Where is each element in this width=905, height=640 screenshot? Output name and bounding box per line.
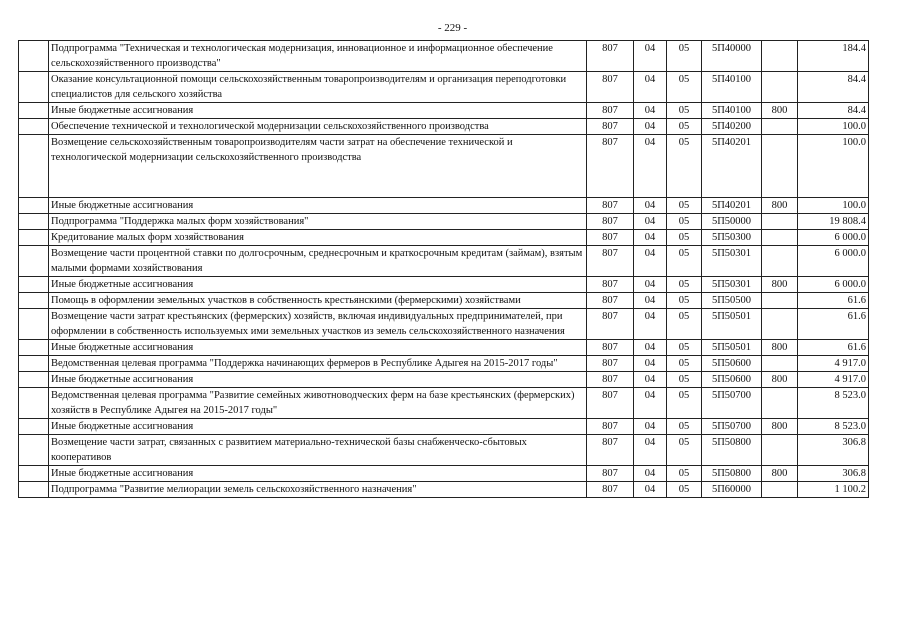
ministry-code-cell: 807 [587,435,634,466]
item-name-cell: Подпрограмма "Поддержка малых форм хозяйствования" [49,214,587,230]
expense-type-cell [762,435,798,466]
ministry-code-cell: 807 [587,135,634,198]
amount-cell: 100.0 [798,198,869,214]
ministry-code-cell: 807 [587,103,634,119]
item-name-cell: Возмещение сельскохозяйственным товаропроизводителям части затрат на обеспечение технической и технологической модернизации сельскохозяйственного производства [49,135,587,198]
subsection-code-cell: 05 [667,277,702,293]
item-name-cell: Иные бюджетные ассигнования [49,277,587,293]
target-article-cell: 5П50600 [702,372,762,388]
ministry-code-cell: 807 [587,72,634,103]
page-number: - 229 - [437,22,468,34]
ministry-code-cell: 807 [587,388,634,419]
subsection-code-cell: 05 [667,230,702,246]
subsection-code-cell: 05 [667,466,702,482]
table-body [19,41,869,498]
table-row [19,246,869,277]
ministry-code-cell: 807 [587,356,634,372]
subsection-code-cell: 05 [667,119,702,135]
item-name-cell: Иные бюджетные ассигнования [49,340,587,356]
table-row [19,198,869,214]
section-code-cell: 04 [634,119,667,135]
blank-cell [19,466,49,482]
table-row [19,372,869,388]
table-row [19,214,869,230]
section-code-cell: 04 [634,103,667,119]
blank-cell [19,309,49,340]
table-row [19,293,869,309]
target-article-cell: 5П60000 [702,482,762,498]
subsection-code-cell: 05 [667,135,702,198]
expense-type-cell: 800 [762,466,798,482]
budget-table [18,40,869,498]
expense-type-cell [762,119,798,135]
target-article-cell: 5П50300 [702,230,762,246]
section-code-cell: 04 [634,41,667,72]
expense-type-cell [762,214,798,230]
ministry-code-cell: 807 [587,466,634,482]
item-name-cell: Иные бюджетные ассигнования [49,103,587,119]
amount-cell: 6 000.0 [798,246,869,277]
expense-type-cell: 800 [762,277,798,293]
target-article-cell: 5П40000 [702,41,762,72]
blank-cell [19,435,49,466]
expense-type-cell: 800 [762,340,798,356]
subsection-code-cell: 05 [667,72,702,103]
blank-cell [19,372,49,388]
section-code-cell: 04 [634,372,667,388]
subsection-code-cell: 05 [667,246,702,277]
blank-cell [19,72,49,103]
blank-cell [19,103,49,119]
amount-cell: 8 523.0 [798,388,869,419]
amount-cell: 306.8 [798,435,869,466]
section-code-cell: 04 [634,214,667,230]
expense-type-cell [762,293,798,309]
section-code-cell: 04 [634,435,667,466]
expense-type-cell: 800 [762,372,798,388]
item-name-cell: Обеспечение технической и технологической модернизации сельскохозяйственного производства [49,119,587,135]
item-name-cell: Иные бюджетные ассигнования [49,466,587,482]
target-article-cell: 5П40100 [702,103,762,119]
target-article-cell: 5П50501 [702,340,762,356]
table-row [19,419,869,435]
target-article-cell: 5П50301 [702,246,762,277]
section-code-cell: 04 [634,340,667,356]
amount-cell: 4 917.0 [798,372,869,388]
amount-cell: 306.8 [798,466,869,482]
item-name-cell: Помощь в оформлении земельных участков в собственность крестьянскими (фермерскими) хозяйствами [49,293,587,309]
expense-type-cell [762,230,798,246]
subsection-code-cell: 05 [667,372,702,388]
target-article-cell: 5П50700 [702,419,762,435]
ministry-code-cell: 807 [587,246,634,277]
blank-cell [19,388,49,419]
subsection-code-cell: 05 [667,435,702,466]
target-article-cell: 5П50600 [702,356,762,372]
amount-cell: 61.6 [798,293,869,309]
item-name-cell: Подпрограмма "Развитие мелиорации земель сельскохозяйственного назначения" [49,482,587,498]
target-article-cell: 5П40201 [702,135,762,198]
amount-cell: 61.6 [798,340,869,356]
target-article-cell: 5П50501 [702,309,762,340]
blank-cell [19,356,49,372]
subsection-code-cell: 05 [667,419,702,435]
ministry-code-cell: 807 [587,230,634,246]
blank-cell [19,119,49,135]
subsection-code-cell: 05 [667,340,702,356]
item-name-cell: Ведомственная целевая программа "Поддержка начинающих фермеров в Республике Адыгея на 2015-2017 годы" [49,356,587,372]
target-article-cell: 5П50700 [702,388,762,419]
subsection-code-cell: 05 [667,482,702,498]
blank-cell [19,230,49,246]
expense-type-cell: 800 [762,103,798,119]
table-row [19,230,869,246]
amount-cell: 84.4 [798,72,869,103]
subsection-code-cell: 05 [667,198,702,214]
table-row [19,135,869,198]
section-code-cell: 04 [634,482,667,498]
table-row [19,103,869,119]
section-code-cell: 04 [634,198,667,214]
subsection-code-cell: 05 [667,214,702,230]
section-code-cell: 04 [634,277,667,293]
target-article-cell: 5П50500 [702,293,762,309]
amount-cell: 6 000.0 [798,277,869,293]
target-article-cell: 5П40201 [702,198,762,214]
subsection-code-cell: 05 [667,356,702,372]
table-row [19,435,869,466]
target-article-cell: 5П50800 [702,466,762,482]
section-code-cell: 04 [634,388,667,419]
subsection-code-cell: 05 [667,41,702,72]
amount-cell: 8 523.0 [798,419,869,435]
table-row [19,356,869,372]
target-article-cell: 5П40200 [702,119,762,135]
item-name-cell: Возмещение части затрат крестьянских (фермерских) хозяйств, включая индивидуальных предпринимателей, при оформлении в собственность используемых ими земельных участков из земель сельскохозяйственного назначения [49,309,587,340]
item-name-cell: Иные бюджетные ассигнования [49,198,587,214]
amount-cell: 61.6 [798,309,869,340]
blank-cell [19,135,49,198]
expense-type-cell [762,246,798,277]
expense-type-cell: 800 [762,419,798,435]
item-name-cell: Кредитование малых форм хозяйствования [49,230,587,246]
section-code-cell: 04 [634,309,667,340]
target-article-cell: 5П40100 [702,72,762,103]
ministry-code-cell: 807 [587,198,634,214]
blank-cell [19,214,49,230]
ministry-code-cell: 807 [587,277,634,293]
table-row [19,41,869,72]
blank-cell [19,482,49,498]
target-article-cell: 5П50800 [702,435,762,466]
amount-cell: 100.0 [798,135,869,198]
ministry-code-cell: 807 [587,119,634,135]
amount-cell: 6 000.0 [798,230,869,246]
blank-cell [19,293,49,309]
table-row [19,388,869,419]
ministry-code-cell: 807 [587,309,634,340]
expense-type-cell: 800 [762,198,798,214]
amount-cell: 19 808.4 [798,214,869,230]
subsection-code-cell: 05 [667,309,702,340]
item-name-cell: Иные бюджетные ассигнования [49,419,587,435]
item-name-cell: Подпрограмма "Техническая и технологическая модернизация, инновационное и информационное обеспечение сельскохозяйственного производства" [49,41,587,72]
section-code-cell: 04 [634,246,667,277]
item-name-cell: Иные бюджетные ассигнования [49,372,587,388]
expense-type-cell [762,135,798,198]
section-code-cell: 04 [634,356,667,372]
table-row [19,466,869,482]
ministry-code-cell: 807 [587,419,634,435]
table-row [19,119,869,135]
target-article-cell: 5П50000 [702,214,762,230]
table-row [19,340,869,356]
blank-cell [19,277,49,293]
expense-type-cell [762,309,798,340]
amount-cell: 4 917.0 [798,356,869,372]
section-code-cell: 04 [634,72,667,103]
target-article-cell: 5П50301 [702,277,762,293]
blank-cell [19,419,49,435]
blank-cell [19,246,49,277]
expense-type-cell [762,72,798,103]
subsection-code-cell: 05 [667,103,702,119]
ministry-code-cell: 807 [587,214,634,230]
ministry-code-cell: 807 [587,293,634,309]
table-row [19,72,869,103]
section-code-cell: 04 [634,293,667,309]
expense-type-cell [762,41,798,72]
subsection-code-cell: 05 [667,388,702,419]
amount-cell: 184.4 [798,41,869,72]
section-code-cell: 04 [634,466,667,482]
section-code-cell: 04 [634,135,667,198]
expense-type-cell [762,388,798,419]
ministry-code-cell: 807 [587,41,634,72]
table-row [19,309,869,340]
item-name-cell: Возмещение части затрат, связанных с развитием материально-технической базы снабженческо-сбытовых кооперативов [49,435,587,466]
item-name-cell: Возмещение части процентной ставки по долгосрочным, среднесрочным и краткосрочным кредитам (займам), взятым малыми формами хозяйствования [49,246,587,277]
blank-cell [19,198,49,214]
ministry-code-cell: 807 [587,482,634,498]
table-row [19,277,869,293]
subsection-code-cell: 05 [667,293,702,309]
expense-type-cell [762,482,798,498]
blank-cell [19,340,49,356]
item-name-cell: Оказание консультационной помощи сельскохозяйственным товаропроизводителям и организация переподготовки специалистов для сельского хозяйства [49,72,587,103]
section-code-cell: 04 [634,419,667,435]
amount-cell: 100.0 [798,119,869,135]
ministry-code-cell: 807 [587,372,634,388]
table-row [19,482,869,498]
blank-cell [19,41,49,72]
amount-cell: 1 100.2 [798,482,869,498]
ministry-code-cell: 807 [587,340,634,356]
expense-type-cell [762,356,798,372]
item-name-cell: Ведомственная целевая программа "Развитие семейных животноводческих ферм на базе крестьянских (фермерских) хозяйств в Республике Адыгея на 2015-2017 годы" [49,388,587,419]
amount-cell: 84.4 [798,103,869,119]
section-code-cell: 04 [634,230,667,246]
